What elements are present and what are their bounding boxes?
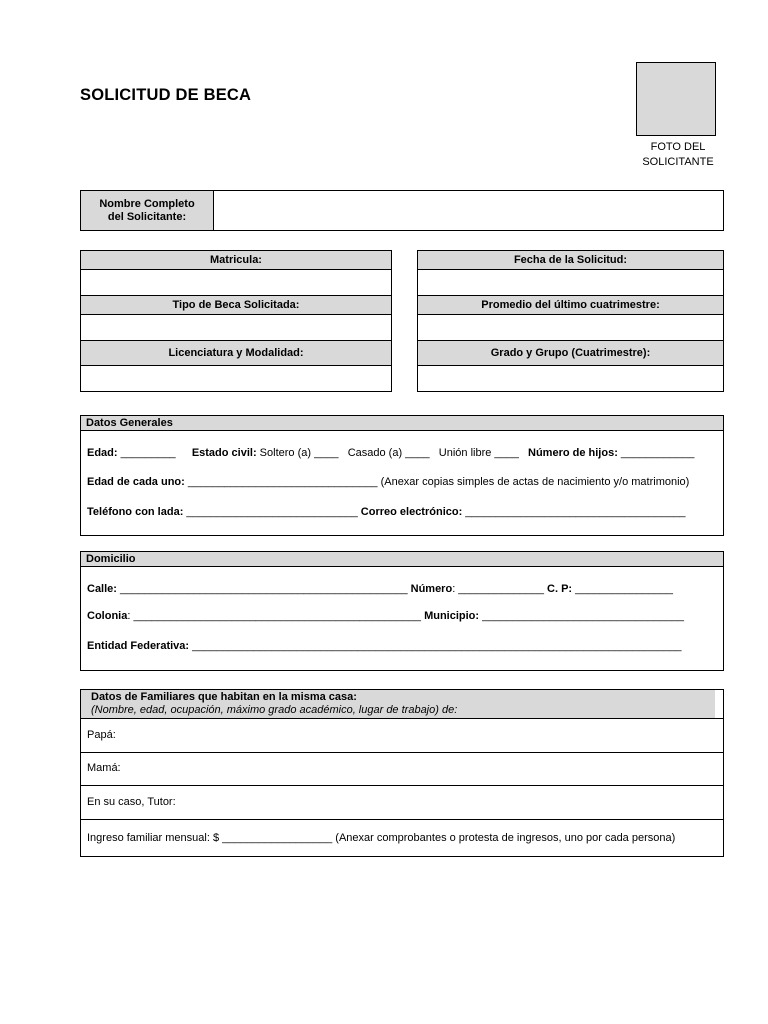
colonia-field[interactable]: : _______________________________________________ [127,610,421,622]
familiares-header [81,690,715,718]
edad-field[interactable]: _________ [117,447,176,459]
calle-label: Calle: [87,583,117,595]
entidad-label: Entidad Federativa: [87,640,190,652]
applicant-photo-box[interactable] [636,62,716,136]
applicant-name-field[interactable] [214,191,723,230]
familiares-subtitle: (Nombre, edad, ocupación, máximo grado académico, lugar de trabajo) de: [91,704,458,716]
domicilio-section [80,551,724,671]
municipio-label: Municipio: [424,610,480,622]
photo-caption-line-1: FOTO DEL [650,141,706,153]
ingreso-label: Ingreso familiar mensual: $ __________________ (Anexar comprobantes o protesta de ingresos, uno por cada persona) [87,832,676,844]
familiares-title: Datos de Familiares que habitan en la misma casa: [91,691,357,703]
matricula-field[interactable] [81,270,391,296]
edad-cada-field[interactable]: _______________________________ [184,476,378,488]
page-title: SOLICITUD DE BECA [80,86,252,104]
tutor-row[interactable] [81,785,723,819]
domicilio-title: Domicilio [81,552,723,567]
ingreso-row[interactable] [81,819,723,856]
datos-generales-row-2 [87,476,689,488]
edad-cada-note: (Anexar copias simples de actas de nacimiento y/o matrimonio) [377,476,690,488]
matricula-label: Matricula: [81,251,391,270]
fecha-field[interactable] [418,270,723,296]
promedio-label: Promedio del último cuatrimestre: [418,296,723,315]
name-label-line-1: Nombre Completo [99,197,195,210]
domicilio-row-1 [87,583,673,595]
union-libre-option[interactable]: Unión libre ____ [438,447,519,459]
datos-generales-title: Datos Generales [81,416,723,431]
correo-label: Correo electrónico: [360,506,463,518]
photo-caption-line-2: SOLICITANTE [642,156,714,168]
grado-field[interactable] [418,366,723,391]
papa-label: Papá: [87,729,116,741]
licenciatura-field[interactable] [81,366,391,391]
estado-civil-label: Estado civil: [191,447,257,459]
applicant-name-label [81,191,214,230]
tipo-beca-field[interactable] [81,315,391,341]
municipio-field[interactable]: _________________________________ [479,610,685,622]
casado-option[interactable]: Casado (a) ____ [347,447,430,459]
soltero-option[interactable]: Soltero (a) ____ [259,447,339,459]
cp-field[interactable]: ________________ [572,583,674,595]
entidad-field[interactable]: ________________________________________________________________________________ [189,640,682,652]
cp-label: C. P: [547,583,573,595]
promedio-field[interactable] [418,315,723,341]
licenciatura-label: Licenciatura y Modalidad: [81,341,391,366]
numero-hijos-label: Número de hijos: [528,447,618,459]
colonia-label: Colonia [87,610,128,622]
tipo-beca-label: Tipo de Beca Solicitada: [81,296,391,315]
edad-cada-label: Edad de cada uno: [87,476,185,488]
numero-label: Número [410,583,453,595]
name-label-line-2: del Solicitante: [107,210,187,223]
mama-label: Mamá: [87,762,121,774]
correo-field[interactable]: ____________________________________ [462,506,686,518]
edad-label: Edad: [87,447,118,459]
datos-generales-section [80,415,724,536]
grado-label: Grado y Grupo (Cuatrimestre): [418,341,723,366]
applicant-name-row [80,190,724,231]
telefono-label: Teléfono con lada: [87,506,184,518]
telefono-field[interactable]: ____________________________ [183,506,358,518]
calle-field[interactable]: _______________________________________________ [116,583,408,595]
domicilio-row-3 [87,640,682,652]
right-info-grid [417,250,724,392]
numero-field[interactable]: : ______________ [452,583,544,595]
mama-row[interactable] [81,752,723,785]
photo-caption [628,140,728,170]
familiares-section [80,689,724,857]
domicilio-row-2 [87,610,684,622]
tutor-label: En su caso, Tutor: [87,796,176,808]
numero-hijos-field[interactable]: ____________ [617,447,695,459]
left-info-grid [80,250,392,392]
papa-row[interactable] [81,718,723,752]
datos-generales-row-1 [87,447,694,459]
datos-generales-row-3 [87,506,686,518]
fecha-label: Fecha de la Solicitud: [418,251,723,270]
